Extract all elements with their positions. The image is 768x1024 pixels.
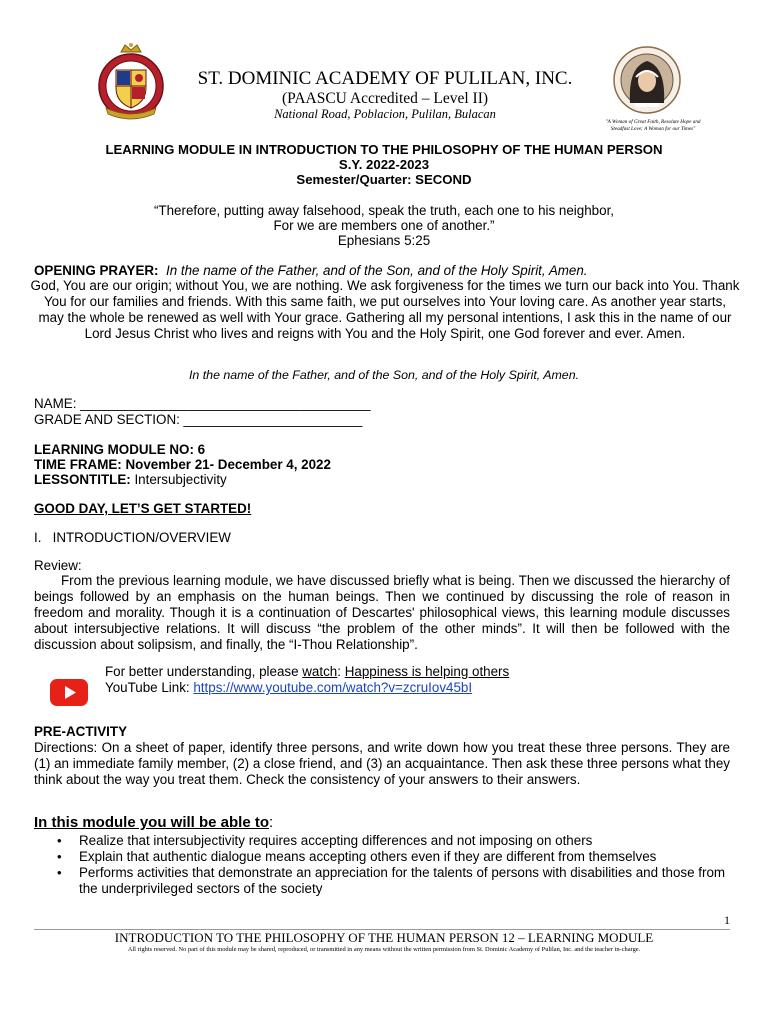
watch-prefix: For better understanding, please (105, 664, 303, 679)
grade-section-field[interactable]: GRADE AND SECTION: ________________________ (34, 412, 363, 427)
semester-quarter: Semester/Quarter: SECOND (296, 172, 472, 187)
quote-line-2: For we are members one of another.” (273, 218, 495, 233)
quote-line-1: “Therefore, putting away falsehood, speak the truth, each one to his neighbor, (153, 203, 615, 218)
objective-item: • Realize that intersubjectivity requires accepting differences and not imposing on others (34, 833, 734, 849)
objective-item: • Performs activities that demonstrate an appreciation for the talents of persons with disabilities and those from the underprivileged sectors of the society (34, 865, 734, 897)
lesson-title-label: LESSONTITLE: (34, 472, 131, 487)
intro-heading: I. INTRODUCTION/OVERVIEW (34, 530, 231, 545)
objectives-heading-suffix: : (269, 814, 274, 831)
page-number: 1 (724, 913, 730, 927)
prayer-invocation: In the name of the Father, and of the Son, and of the Holy Spirit, Amen. (165, 263, 588, 278)
review-label: Review: (34, 558, 82, 573)
youtube-link-line (105, 680, 705, 696)
watch-link[interactable]: watch (302, 664, 338, 679)
portrait-caption: "A Woman of Great Faith, Resolute Hope and Steadfast Love; A Woman for our Times" (605, 119, 701, 132)
accreditation: (PAASCU Accredited – Level II) (281, 90, 489, 107)
footer-rights: All rights reserved. No part of this module may be shared, reproduced, or transmitted in any means without the written permission from St. Dominic Academy of Pulilan, Inc. and the teacher in-charge. (127, 946, 641, 953)
objective-item: • Explain that authentic dialogue means accepting others even if they are different from themselves (34, 849, 734, 865)
module-title: LEARNING MODULE IN INTRODUCTION TO THE PHILOSOPHY OF THE HUMAN PERSON (105, 142, 663, 157)
prayer-closing: In the name of the Father, and of the Son, and of the Holy Spirit, Amen. (188, 368, 580, 382)
saint-portrait-seal (612, 43, 682, 119)
school-year: S.Y. 2022-2023 (338, 157, 430, 172)
lesson-title: Intersubjectivity (134, 472, 227, 487)
prayer-body: God, You are our origin; without You, we are nothing. We ask forgiveness for the times we turn our back into You. Thank You for our families and friends. With this same faith, we put ourselves into Your loving care. As another year starts, may the whole be renewed as well with Your grace. Gathering all my personal intentions, I ask this in the name of our Lord Jesus Christ who lives and reigns with You and the Holy Spirit, one God forever and ever. Amen. (30, 278, 740, 341)
youtube-url-link[interactable]: https://www.youtube.com/watch?v=zcruIov45bI (193, 680, 473, 695)
objectives-list (34, 833, 734, 897)
lesson-title-line (34, 472, 534, 488)
video-title-link[interactable]: Happiness is helping others (344, 664, 510, 679)
watch-separator: : (337, 664, 345, 679)
objectives-heading-line (34, 814, 634, 832)
pre-activity-directions: Directions: On a sheet of paper, identify three persons, and write down how you treat these three persons. They are (1) an immediate family member, (2) a close friend, and (3) an acquaintance. Then ask these three persons what they think about the way you treat them. Check the consistency of your answers to their answers. (34, 740, 730, 787)
review-text: From the previous learning module, we have discussed briefly what is being. Then we discussed the hierarchy of beings followed by an emphasis on the human beings. Then we continued by discussing the role of reason in freedom and morality. Though it is a continuation of Descartes' philosophical views, this learning module discusses about intersubjective relations. It will discuss “the problem of the other minds”. It will then be followed with the discussion about solipsism, and finally, the “I-Thou Relationship”. (34, 573, 730, 652)
footer-title: INTRODUCTION TO THE PHILOSOPHY OF THE HUMAN PERSON 12 – LEARNING MODULE (114, 930, 654, 945)
objectives-heading: In this module you will be able to (34, 814, 270, 831)
quote-source: Ephesians 5:25 (337, 233, 431, 248)
youtube-link-label: YouTube Link: (105, 680, 194, 695)
time-frame: TIME FRAME: November 21- December 4, 2022 (34, 457, 331, 472)
youtube-icon[interactable] (50, 679, 88, 706)
watch-line (105, 664, 705, 680)
greeting: GOOD DAY, LET’S GET STARTED! (34, 501, 252, 516)
school-name: ST. DOMINIC ACADEMY OF PULILAN, INC. (197, 68, 573, 89)
module-number: LEARNING MODULE NO: 6 (34, 442, 206, 457)
opening-prayer-header (34, 263, 734, 279)
name-field[interactable]: NAME: _______________________________________ (34, 396, 371, 411)
school-address: National Road, Poblacion, Pulilan, Bulacan (274, 107, 496, 121)
pre-activity-heading: PRE-ACTIVITY (34, 724, 127, 739)
opening-prayer-label: OPENING PRAYER: (34, 263, 159, 278)
